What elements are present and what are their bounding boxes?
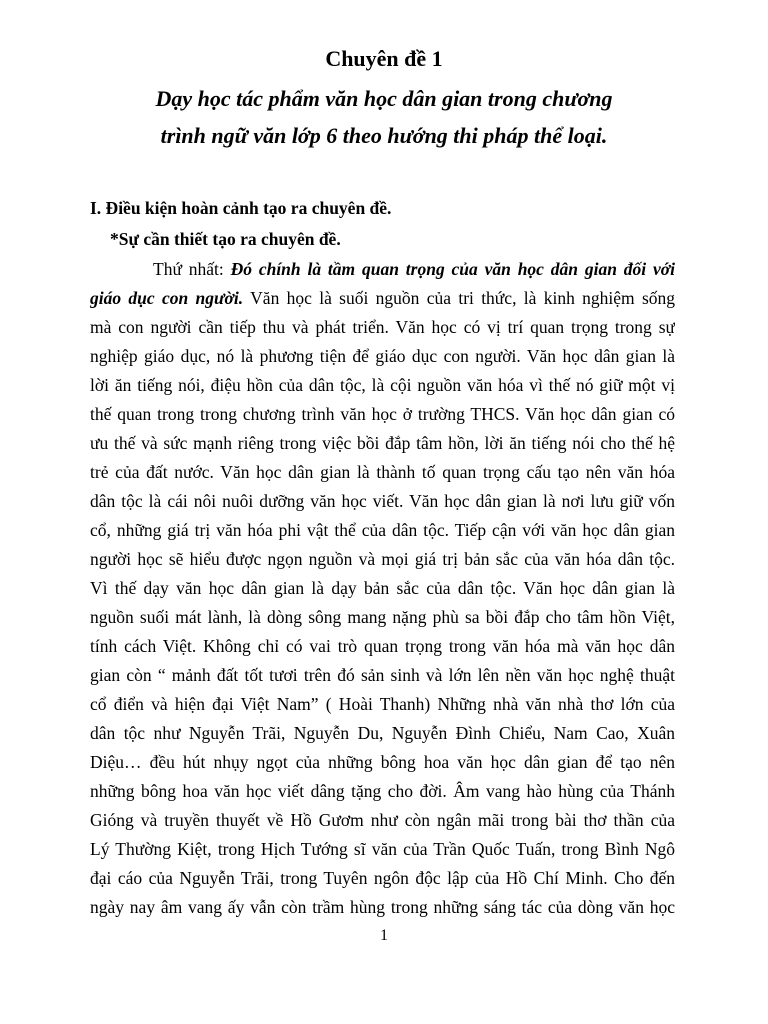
paragraph-line: dân tộc như Nguyễn Trãi, Nguyễn Du, Nguyễn Đình Chiểu, Nam Cao, Xuân	[90, 723, 675, 743]
page-title: Chuyên đề 1	[325, 46, 443, 71]
subtitle-line-1: Dạy học tác phẩm văn học dân gian trong chương	[155, 86, 613, 111]
paragraph-line: trẻ của đất nước. Văn học dân gian là thành tố quan trọng cấu tạo nên văn hóa	[90, 462, 675, 482]
sub-heading: *Sự cần thiết tạo ra chuyên đề.	[110, 229, 341, 249]
paragraph-line: dân tộc là cái nôi nuôi dưỡng văn học viết. Văn học dân gian là nơi lưu giữ vốn	[90, 491, 675, 511]
paragraph-line: nguồn suối mát lành, là dòng sông mang nặng phù sa bồi đắp cho tâm hồn Việt,	[90, 607, 675, 627]
paragraph-line: những bông hoa văn học viết dâng tặng cho đời. Âm vang hào hùng của Thánh	[90, 781, 675, 801]
paragraph-line: Vì thế dạy văn học dân gian là dạy bản sắc của dân tộc. Văn học dân gian là	[90, 578, 675, 598]
paragraph-line: tính cách Việt. Không chỉ có vai trò quan trọng trong văn hóa mà văn học dân	[90, 636, 675, 656]
paragraph-text: Văn học là suối nguồn của tri thức, là kinh nghiệm sống	[243, 288, 675, 308]
page-number: 1	[380, 927, 388, 944]
paragraph-line: Lý Thường Kiệt, trong Hịch Tướng sĩ văn của Trần Quốc Tuấn, trong Bình Ngô	[90, 839, 675, 859]
paragraph-line	[90, 286, 675, 310]
section-heading: I. Điều kiện hoàn cảnh tạo ra chuyên đề.	[90, 198, 392, 218]
paragraph-line: cổ điển và hiện đại Việt Nam” ( Hoài Thanh) Những nhà văn nhà thơ lớn của	[90, 694, 675, 714]
subtitle-line-2: trình ngữ văn lớp 6 theo hướng thi pháp thể loại.	[160, 123, 608, 148]
paragraph-line: Diệu… đều hút nhụy ngọt của những bông hoa văn học dân gian để tạo nên	[90, 752, 675, 772]
paragraph-line: đại cáo của Nguyễn Trãi, trong Tuyên ngôn độc lập của Hồ Chí Minh. Cho đến	[90, 868, 675, 888]
paragraph-line: người học sẽ hiểu được ngọn nguồn và mọi giá trị bản sắc của văn hóa dân tộc.	[90, 549, 675, 569]
paragraph-line: nghiệp giáo dục, nó là phương tiện để giáo dục con người. Văn học dân gian là	[90, 346, 675, 366]
paragraph-line: Gióng và truyền thuyết về Hồ Gươm như còn ngân mãi trong bài thơ thần của	[90, 810, 675, 830]
paragraph-line: gian còn “ mảnh đất tốt tươi trên đó sản sinh và lớn lên nền văn học nghệ thuật	[90, 665, 675, 685]
lead-label: Thứ nhất:	[153, 259, 231, 279]
paragraph-line: mà con người cần tiếp thu và phát triển. Văn học có vị trí quan trọng trong sự	[90, 317, 675, 337]
paragraph-line: ưu thế và sức mạnh riêng trong việc bồi đắp tâm hồn, lời ăn tiếng nói cho thế hệ	[90, 433, 675, 453]
paragraph-line: thế quan trong trong chương trình văn học ở trường THCS. Văn học dân gian có	[90, 404, 675, 424]
paragraph-line: ngày nay âm vang ấy vẫn còn trầm hùng trong những sáng tác của dòng văn học	[90, 897, 675, 917]
paragraph-line: cổ, những giá trị văn hóa phi vật thể của dân tộc. Tiếp cận với văn học dân gian	[90, 520, 675, 540]
lead-emphasis: Đó chính là tầm quan trọng của văn học dân gian đối với	[230, 259, 675, 279]
lead-emphasis: giáo dục con người.	[90, 288, 244, 308]
paragraph-line	[153, 257, 675, 281]
paragraph-line: lời ăn tiếng nói, điệu hồn của dân tộc, là cội nguồn văn hóa vì thế nó giữ một vị	[90, 375, 675, 395]
